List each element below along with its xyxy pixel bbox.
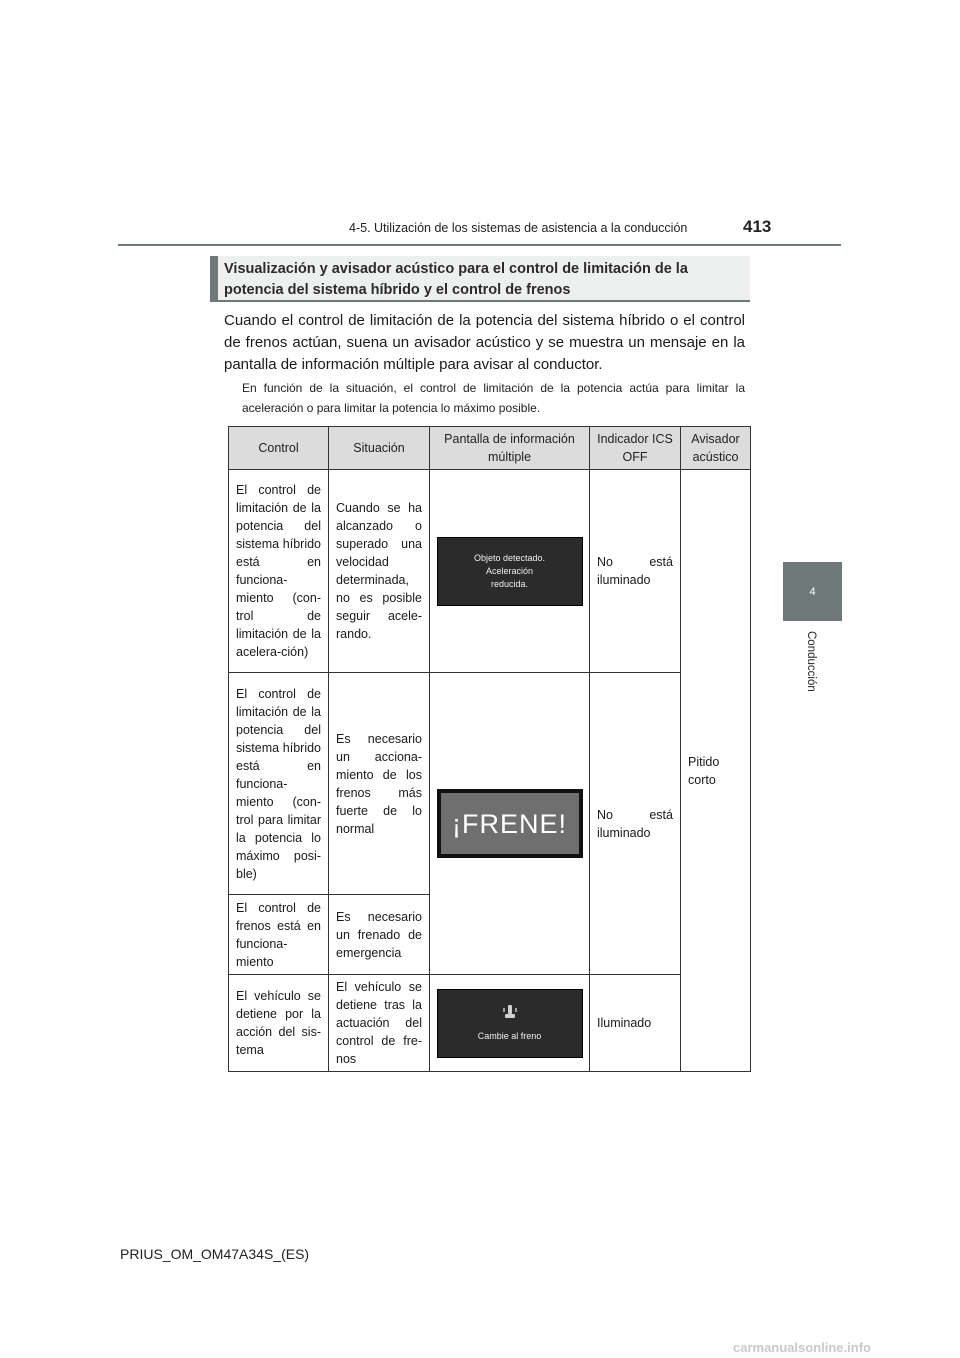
- control-table: [228, 426, 751, 1072]
- table-row: [229, 975, 751, 1072]
- cell-control: El control de limitación de la potencia del sistema híbrido está en funciona-miento (con-trol para limitar la potencia lo máximo posi-ble): [229, 673, 329, 895]
- cell-situation: El vehículo se detiene tras la actuación del control de fre-nos: [329, 975, 430, 1072]
- table-header-row: [229, 427, 751, 470]
- table-row: [229, 673, 751, 895]
- cell-indicator: No está iluminado: [590, 673, 681, 975]
- cell-display: [430, 975, 590, 1072]
- section-heading: [210, 256, 750, 302]
- cell-indicator: No está iluminado: [590, 470, 681, 673]
- cell-control: El vehículo se detiene por la acción del sis-tema: [229, 975, 329, 1072]
- chapter-number: 4: [809, 585, 816, 598]
- brake-pedal-icon: [502, 1004, 518, 1020]
- section-heading-line2: potencia del sistema híbrido y el control de frenos: [224, 282, 571, 298]
- header-buzzer: Avisador acústico: [681, 427, 751, 470]
- table-row: [229, 470, 751, 673]
- chapter-tab: [783, 562, 842, 621]
- display-text: Objeto detectado.: [473, 552, 546, 563]
- section-heading-line1: Visualización y avisador acústico para el control de limitación de la: [224, 261, 688, 277]
- cell-buzzer: Pitido corto: [681, 470, 751, 1072]
- document-code: PRIUS_OM_OM47A34S_(ES): [120, 1246, 310, 1262]
- display-text: Cambie al freno: [477, 1030, 542, 1041]
- watermark: carmanualsonline.info: [733, 1340, 871, 1355]
- running-header: 4-5. Utilización de los sistemas de asistencia a la conducción: [349, 221, 688, 235]
- display-screen-acceleration: [437, 537, 583, 606]
- header-control: Control: [229, 427, 329, 470]
- cell-situation: Es necesario un frenado de emergencia: [329, 895, 430, 975]
- display-text: Aceleración: [485, 565, 534, 576]
- intro-paragraph: Cuando el control de limitación de la potencia del sistema híbrido o el control de frenos actúan, suena un avisador acústico y se muestra un mensaje en la pantalla de información múltiple para avisar al conductor.: [224, 312, 745, 373]
- cell-display: [430, 470, 590, 673]
- chapter-label: Conducción: [805, 631, 817, 692]
- header-ics-off: Indicador ICS OFF: [590, 427, 681, 470]
- display-screen-brake: [437, 789, 583, 858]
- cell-situation: Es necesario un acciona-miento de los frenos más fuerte de lo normal: [329, 673, 430, 895]
- cell-display: [430, 673, 590, 975]
- cell-indicator: Iluminado: [590, 975, 681, 1072]
- cell-control: El control de frenos está en funciona-miento: [229, 895, 329, 975]
- header-rule: [118, 244, 841, 246]
- header-situation: Situación: [329, 427, 430, 470]
- display-text: reducida.: [490, 578, 529, 589]
- header-display: Pantalla de información múltiple: [430, 427, 590, 470]
- note-paragraph: En función de la situación, el control de limitación de la potencia actúa para limitar la aceleración o para limitar la potencia lo máximo posible.: [242, 381, 745, 415]
- page-number: 413: [743, 217, 772, 236]
- cell-control: El control de limitación de la potencia del sistema híbrido está en funciona-miento (con-trol de limitación de la acelera-ción): [229, 470, 329, 673]
- display-brake-text: ¡FRENE!: [441, 793, 579, 854]
- cell-situation: Cuando se ha alcanzado o superado una velocidad determinada, no es posible seguir acele-rando.: [329, 470, 430, 673]
- display-screen-stop: [437, 989, 583, 1058]
